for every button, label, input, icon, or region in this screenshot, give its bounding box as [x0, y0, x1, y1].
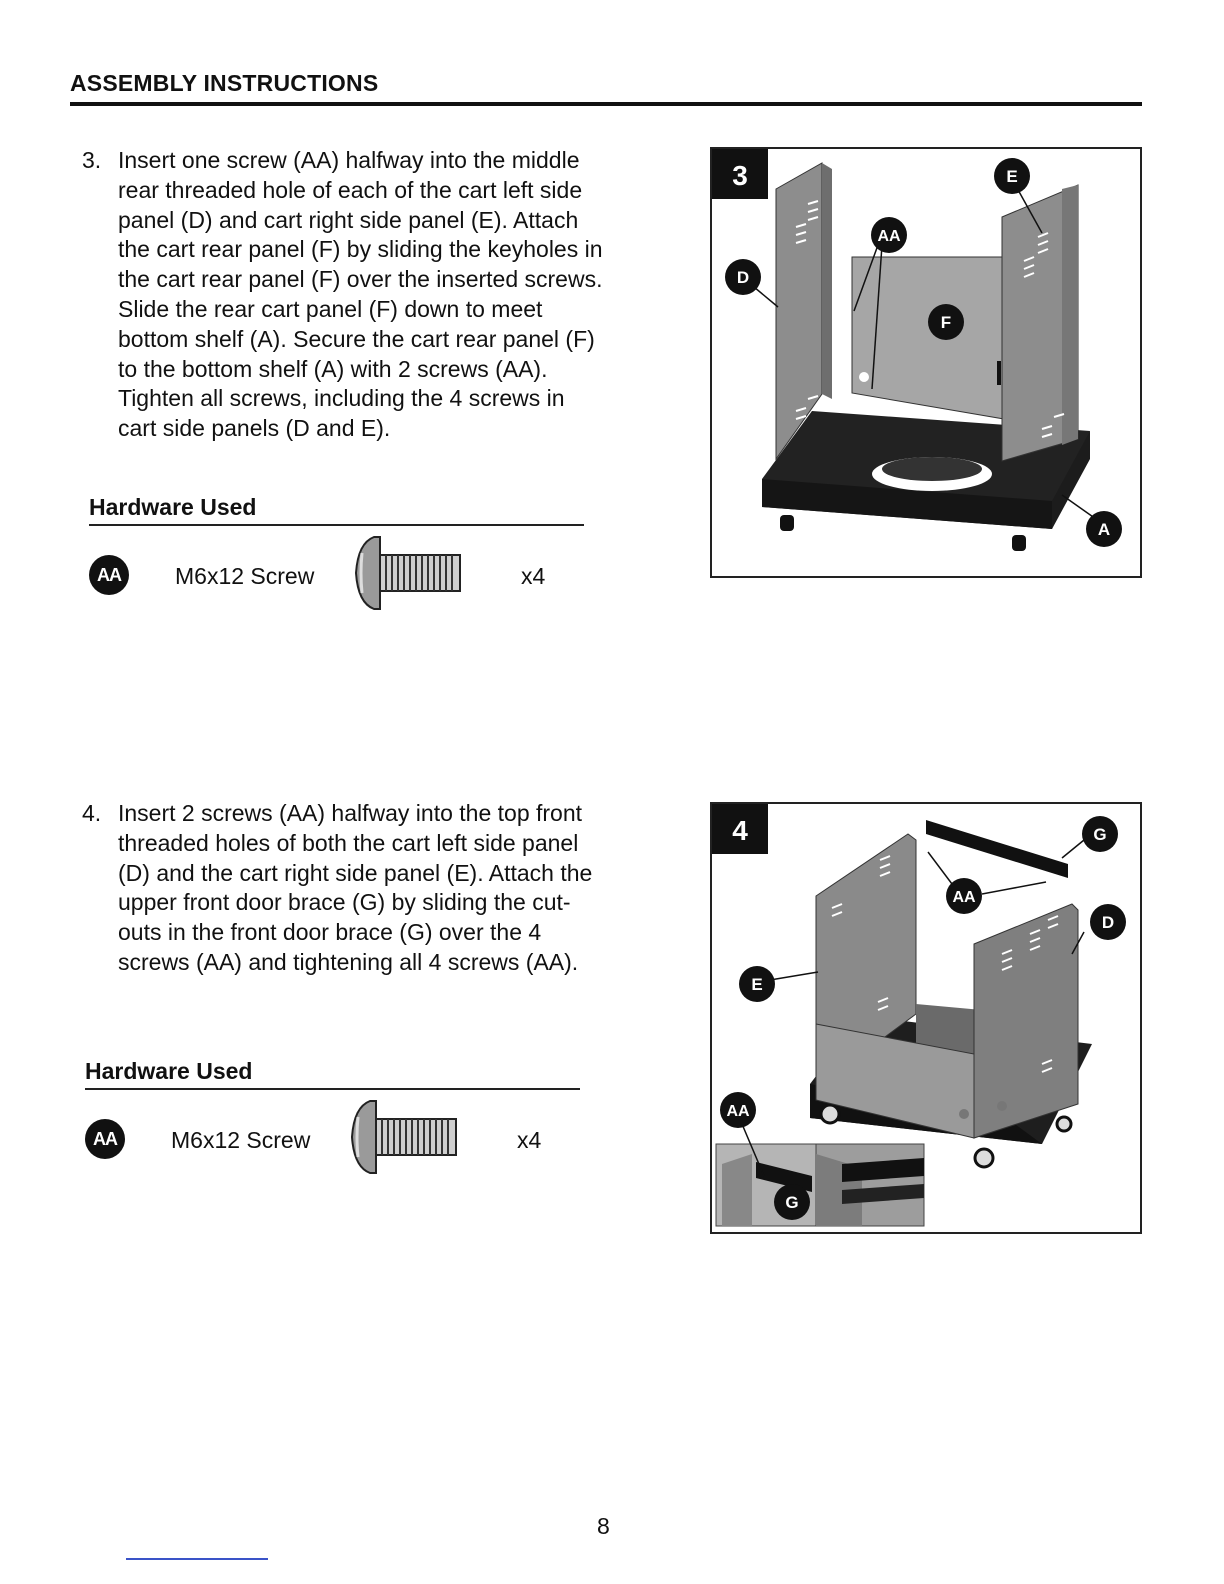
- step-3-instructions: [82, 146, 612, 444]
- label-g-inset: G: [785, 1193, 799, 1212]
- label-aa: AA: [877, 228, 901, 245]
- label-g: G: [1093, 825, 1107, 844]
- label-a: A: [1097, 520, 1111, 539]
- figure-number: 4: [732, 815, 748, 846]
- page-header-title: ASSEMBLY INSTRUCTIONS: [70, 70, 379, 96]
- label-f: F: [940, 313, 952, 332]
- hardware-quantity: x4: [517, 1127, 542, 1153]
- figure-number: 3: [732, 160, 748, 191]
- label-aa-inset: AA: [726, 1103, 750, 1120]
- step-number: 3.: [82, 147, 102, 173]
- hardware-used-title: Hardware Used: [85, 1058, 253, 1084]
- footer-line: [126, 1558, 268, 1560]
- step-3-figure: [710, 147, 1142, 578]
- step-4-instructions: [82, 799, 612, 978]
- hardware-badge-aa: AA: [89, 555, 129, 595]
- step-3-illustration: [712, 149, 1140, 576]
- hardware-rule: [89, 524, 584, 526]
- step-text: Insert 2 screws (AA) halfway into the top front threaded holes of both the cart left side panel (D) and the cart right side panel (E). Attach the upper front door brace (G) by sliding the cut-outs in the front door brace (G) over the 4 screws (AA) and tightening all 4 screws (AA).: [118, 800, 593, 975]
- label-e: E: [1006, 167, 1018, 186]
- hardware-quantity: x4: [521, 563, 546, 589]
- hardware-rule: [85, 1088, 580, 1090]
- step-number: 4.: [82, 800, 102, 826]
- step-text: Insert one screw (AA) halfway into the middle rear threaded hole of each of the cart left side panel (D) and cart right side panel (E). Attach the cart rear panel (F) by sliding the keyholes in the cart rear panel (F) over the inserted screws. Slide the rear cart panel (F) down to meet bottom shelf (A). Secure the cart rear panel (F) to the bottom shelf (A) with 2 screws (AA). Tighten all screws, including the 4 screws in cart side panels (D and E).: [118, 147, 603, 442]
- label-aa: AA: [952, 889, 976, 906]
- hardware-name: M6x12 Screw: [171, 1127, 311, 1153]
- hardware-name: M6x12 Screw: [175, 563, 315, 589]
- step-4-illustration: [712, 804, 1140, 1232]
- label-e: E: [751, 975, 763, 994]
- label-d: D: [1101, 913, 1115, 932]
- step-4-figure: [710, 802, 1142, 1234]
- header-rule: [70, 102, 1142, 106]
- hardware-badge-aa: AA: [85, 1119, 125, 1159]
- screw-icon: [352, 533, 464, 613]
- hardware-used-title: Hardware Used: [89, 494, 257, 520]
- label-d: D: [736, 268, 750, 287]
- screw-icon: [348, 1097, 460, 1177]
- page-number: 8: [597, 1513, 610, 1539]
